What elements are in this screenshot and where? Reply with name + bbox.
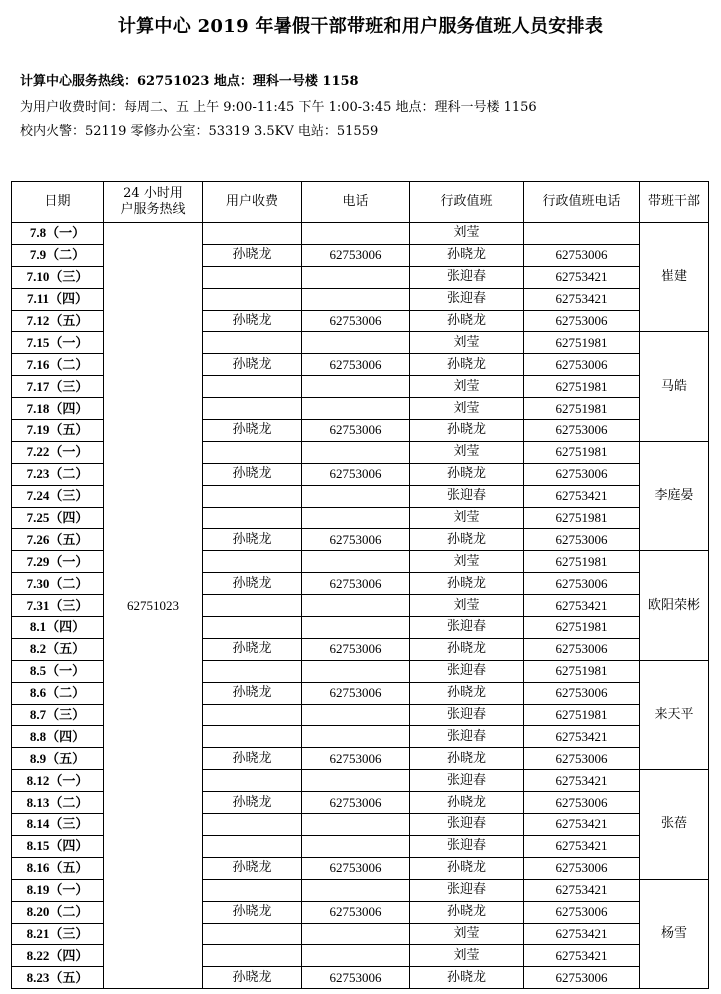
user-payment-cell: 孙晓龙 <box>203 354 302 376</box>
user-payment-cell <box>203 923 302 945</box>
header-admin-duty: 行政值班 <box>410 182 524 223</box>
date-cell: 7.10（三） <box>12 266 104 288</box>
admin-duty-phone-cell: 62753006 <box>524 573 640 595</box>
phone-cell: 62753006 <box>302 901 410 923</box>
phone-cell <box>302 835 410 857</box>
user-payment-cell: 孙晓龙 <box>203 420 302 442</box>
phone-cell <box>302 726 410 748</box>
leader-cell: 张蓓 <box>640 770 709 879</box>
admin-duty-phone-cell: 62751981 <box>524 376 640 398</box>
phone-cell: 62753006 <box>302 748 410 770</box>
phone-cell: 62753006 <box>302 354 410 376</box>
date-cell: 7.24（三） <box>12 485 104 507</box>
admin-duty-phone-cell: 62753006 <box>524 638 640 660</box>
admin-duty-phone-cell: 62753006 <box>524 529 640 551</box>
admin-duty-cell: 刘莹 <box>410 441 524 463</box>
admin-duty-phone-cell: 62753006 <box>524 682 640 704</box>
admin-duty-cell: 孙晓龙 <box>410 573 524 595</box>
phone-cell <box>302 376 410 398</box>
user-payment-cell <box>203 266 302 288</box>
admin-duty-cell: 孙晓龙 <box>410 310 524 332</box>
admin-duty-phone-cell: 62753006 <box>524 857 640 879</box>
user-payment-cell <box>203 398 302 420</box>
leader-cell: 杨雪 <box>640 879 709 988</box>
date-cell: 8.22（四） <box>12 945 104 967</box>
admin-duty-cell: 孙晓龙 <box>410 463 524 485</box>
date-cell: 8.1（四） <box>12 617 104 639</box>
admin-duty-cell: 张迎春 <box>410 266 524 288</box>
phone-cell <box>302 660 410 682</box>
date-cell: 7.30（二） <box>12 573 104 595</box>
phone-cell <box>302 485 410 507</box>
table-body <box>12 223 709 989</box>
header-date: 日期 <box>12 182 104 223</box>
admin-duty-phone-cell: 62751981 <box>524 660 640 682</box>
admin-duty-phone-cell: 62751981 <box>524 398 640 420</box>
date-cell: 7.31（三） <box>12 595 104 617</box>
phone-cell <box>302 923 410 945</box>
phone-cell: 62753006 <box>302 682 410 704</box>
date-cell: 8.6（二） <box>12 682 104 704</box>
date-cell: 7.18（四） <box>12 398 104 420</box>
admin-duty-phone-cell: 62753006 <box>524 463 640 485</box>
date-cell: 7.29（一） <box>12 551 104 573</box>
user-payment-cell <box>203 441 302 463</box>
admin-duty-cell: 张迎春 <box>410 770 524 792</box>
admin-duty-phone-cell <box>524 223 640 245</box>
admin-duty-cell: 张迎春 <box>410 485 524 507</box>
admin-duty-phone-cell: 62753006 <box>524 310 640 332</box>
date-cell: 8.7（三） <box>12 704 104 726</box>
admin-duty-cell: 孙晓龙 <box>410 244 524 266</box>
phone-cell: 62753006 <box>302 967 410 989</box>
admin-duty-phone-cell: 62753006 <box>524 420 640 442</box>
admin-duty-phone-cell: 62753006 <box>524 967 640 989</box>
admin-duty-cell: 张迎春 <box>410 835 524 857</box>
phone-cell: 62753006 <box>302 529 410 551</box>
admin-duty-cell: 孙晓龙 <box>410 638 524 660</box>
admin-duty-cell: 刘莹 <box>410 595 524 617</box>
header-user-payment: 用户收费 <box>203 182 302 223</box>
date-cell: 8.5（一） <box>12 660 104 682</box>
admin-duty-phone-cell: 62753006 <box>524 748 640 770</box>
page-title: 计算中心 2019 年暑假干部带班和用户服务值班人员安排表 <box>117 16 604 37</box>
phone-cell <box>302 507 410 529</box>
admin-duty-phone-cell: 62753421 <box>524 923 640 945</box>
admin-duty-cell: 孙晓龙 <box>410 682 524 704</box>
user-payment-cell <box>203 704 302 726</box>
admin-duty-phone-cell: 62753006 <box>524 792 640 814</box>
date-cell: 8.9（五） <box>12 748 104 770</box>
date-cell: 8.21（三） <box>12 923 104 945</box>
admin-duty-cell: 孙晓龙 <box>410 354 524 376</box>
user-payment-cell <box>203 770 302 792</box>
user-payment-cell <box>203 835 302 857</box>
date-cell: 8.12（一） <box>12 770 104 792</box>
header-hotline-label: 24 小时用户服务热线 <box>120 186 186 217</box>
user-payment-cell <box>203 660 302 682</box>
admin-duty-phone-cell: 62753421 <box>524 288 640 310</box>
phone-cell <box>302 551 410 573</box>
date-cell: 8.2（五） <box>12 638 104 660</box>
admin-duty-phone-cell: 62751981 <box>524 441 640 463</box>
header-phone: 电话 <box>302 182 410 223</box>
user-payment-cell <box>203 223 302 245</box>
service-hotline-info: 计算中心服务热线：62751023 地点：理科一号楼 1158 <box>20 74 359 89</box>
date-cell: 8.20（二） <box>12 901 104 923</box>
phone-cell: 62753006 <box>302 573 410 595</box>
admin-duty-phone-cell: 62753421 <box>524 485 640 507</box>
user-payment-cell <box>203 485 302 507</box>
phone-cell <box>302 398 410 420</box>
admin-duty-cell: 孙晓龙 <box>410 792 524 814</box>
phone-cell <box>302 441 410 463</box>
date-cell: 7.15（一） <box>12 332 104 354</box>
header-admin-duty-phone: 行政值班电话 <box>524 182 640 223</box>
user-payment-cell: 孙晓龙 <box>203 967 302 989</box>
admin-duty-phone-cell: 62753421 <box>524 814 640 836</box>
date-cell: 7.23（二） <box>12 463 104 485</box>
phone-cell: 62753006 <box>302 792 410 814</box>
phone-cell <box>302 266 410 288</box>
admin-duty-phone-cell: 62751981 <box>524 617 640 639</box>
user-payment-cell: 孙晓龙 <box>203 901 302 923</box>
user-payment-cell: 孙晓龙 <box>203 682 302 704</box>
date-cell: 8.13（二） <box>12 792 104 814</box>
admin-duty-cell: 刘莹 <box>410 398 524 420</box>
phone-cell <box>302 879 410 901</box>
user-payment-cell: 孙晓龙 <box>203 792 302 814</box>
date-cell: 7.26（五） <box>12 529 104 551</box>
user-payment-cell <box>203 376 302 398</box>
leader-cell: 欧阳荣彬 <box>640 551 709 660</box>
admin-duty-cell: 刘莹 <box>410 376 524 398</box>
date-cell: 7.8（一） <box>12 223 104 245</box>
user-payment-cell <box>203 595 302 617</box>
user-payment-cell <box>203 814 302 836</box>
phone-cell <box>302 945 410 967</box>
admin-duty-phone-cell: 62753006 <box>524 244 640 266</box>
admin-duty-cell: 张迎春 <box>410 704 524 726</box>
user-payment-cell <box>203 617 302 639</box>
admin-duty-cell: 张迎春 <box>410 288 524 310</box>
admin-duty-cell: 孙晓龙 <box>410 748 524 770</box>
admin-duty-phone-cell: 62753006 <box>524 354 640 376</box>
leader-cell: 崔建 <box>640 223 709 332</box>
leader-cell: 马皓 <box>640 332 709 441</box>
admin-duty-cell: 孙晓龙 <box>410 967 524 989</box>
table-header-row <box>12 182 709 223</box>
admin-duty-phone-cell: 62753421 <box>524 835 640 857</box>
user-payment-cell <box>203 945 302 967</box>
admin-duty-cell: 刘莹 <box>410 923 524 945</box>
admin-duty-cell: 刘莹 <box>410 551 524 573</box>
date-cell: 7.9（二） <box>12 244 104 266</box>
admin-duty-phone-cell: 62751981 <box>524 507 640 529</box>
user-payment-cell: 孙晓龙 <box>203 310 302 332</box>
phone-cell: 62753006 <box>302 638 410 660</box>
user-payment-cell <box>203 507 302 529</box>
header-hotline <box>104 182 203 223</box>
admin-duty-phone-cell: 62751981 <box>524 551 640 573</box>
phone-cell: 62753006 <box>302 420 410 442</box>
phone-cell <box>302 770 410 792</box>
date-cell: 8.19（一） <box>12 879 104 901</box>
admin-duty-cell: 孙晓龙 <box>410 420 524 442</box>
admin-duty-cell: 张迎春 <box>410 814 524 836</box>
phone-cell: 62753006 <box>302 463 410 485</box>
date-cell: 7.11（四） <box>12 288 104 310</box>
date-cell: 7.25（四） <box>12 507 104 529</box>
header-leader: 带班干部 <box>640 182 709 223</box>
admin-duty-cell: 张迎春 <box>410 726 524 748</box>
phone-cell <box>302 595 410 617</box>
date-cell: 7.19（五） <box>12 420 104 442</box>
admin-duty-phone-cell: 62753421 <box>524 726 640 748</box>
admin-duty-cell: 刘莹 <box>410 945 524 967</box>
phone-cell: 62753006 <box>302 244 410 266</box>
user-payment-cell: 孙晓龙 <box>203 857 302 879</box>
phone-cell: 62753006 <box>302 310 410 332</box>
admin-duty-phone-cell: 62753421 <box>524 770 640 792</box>
user-payment-cell <box>203 332 302 354</box>
date-cell: 7.16（二） <box>12 354 104 376</box>
date-cell: 7.12（五） <box>12 310 104 332</box>
duty-schedule-table <box>11 181 709 989</box>
admin-duty-cell: 张迎春 <box>410 660 524 682</box>
admin-duty-cell: 张迎春 <box>410 879 524 901</box>
leader-cell: 李庭晏 <box>640 441 709 550</box>
date-cell: 7.22（一） <box>12 441 104 463</box>
admin-duty-phone-cell: 62753421 <box>524 879 640 901</box>
user-payment-cell <box>203 726 302 748</box>
phone-cell <box>302 704 410 726</box>
emergency-phone-info: 校内火警：52119 零修办公室：53319 3.5KV 电站：51559 <box>20 124 379 139</box>
admin-duty-phone-cell: 62751981 <box>524 704 640 726</box>
date-cell: 8.14（三） <box>12 814 104 836</box>
user-payment-cell: 孙晓龙 <box>203 529 302 551</box>
admin-duty-phone-cell: 62753421 <box>524 945 640 967</box>
date-cell: 8.8（四） <box>12 726 104 748</box>
date-cell: 8.23（五） <box>12 967 104 989</box>
admin-duty-phone-cell: 62751981 <box>524 332 640 354</box>
admin-duty-cell: 张迎春 <box>410 617 524 639</box>
phone-cell <box>302 223 410 245</box>
phone-cell: 62753006 <box>302 857 410 879</box>
user-payment-cell: 孙晓龙 <box>203 244 302 266</box>
date-cell: 8.16（五） <box>12 857 104 879</box>
table-row <box>12 223 709 245</box>
admin-duty-phone-cell: 62753006 <box>524 901 640 923</box>
user-payment-cell: 孙晓龙 <box>203 573 302 595</box>
admin-duty-phone-cell: 62753421 <box>524 595 640 617</box>
user-payment-cell <box>203 879 302 901</box>
admin-duty-cell: 刘莹 <box>410 332 524 354</box>
date-cell: 7.17（三） <box>12 376 104 398</box>
user-payment-cell: 孙晓龙 <box>203 748 302 770</box>
phone-cell <box>302 814 410 836</box>
admin-duty-cell: 孙晓龙 <box>410 529 524 551</box>
admin-duty-cell: 孙晓龙 <box>410 857 524 879</box>
hotline-cell: 62751023 <box>104 223 203 989</box>
admin-duty-cell: 孙晓龙 <box>410 901 524 923</box>
admin-duty-cell: 刘莹 <box>410 507 524 529</box>
admin-duty-cell: 刘莹 <box>410 223 524 245</box>
admin-duty-phone-cell: 62753421 <box>524 266 640 288</box>
date-cell: 8.15（四） <box>12 835 104 857</box>
user-payment-cell: 孙晓龙 <box>203 638 302 660</box>
leader-cell: 来天平 <box>640 660 709 769</box>
payment-time-info: 为用户收费时间：每周二、五 上午 9:00-11:45 下午 1:00-3:45 地点：理科一号楼 1156 <box>20 100 537 115</box>
phone-cell <box>302 332 410 354</box>
user-payment-cell <box>203 288 302 310</box>
user-payment-cell <box>203 551 302 573</box>
phone-cell <box>302 288 410 310</box>
user-payment-cell: 孙晓龙 <box>203 463 302 485</box>
phone-cell <box>302 617 410 639</box>
